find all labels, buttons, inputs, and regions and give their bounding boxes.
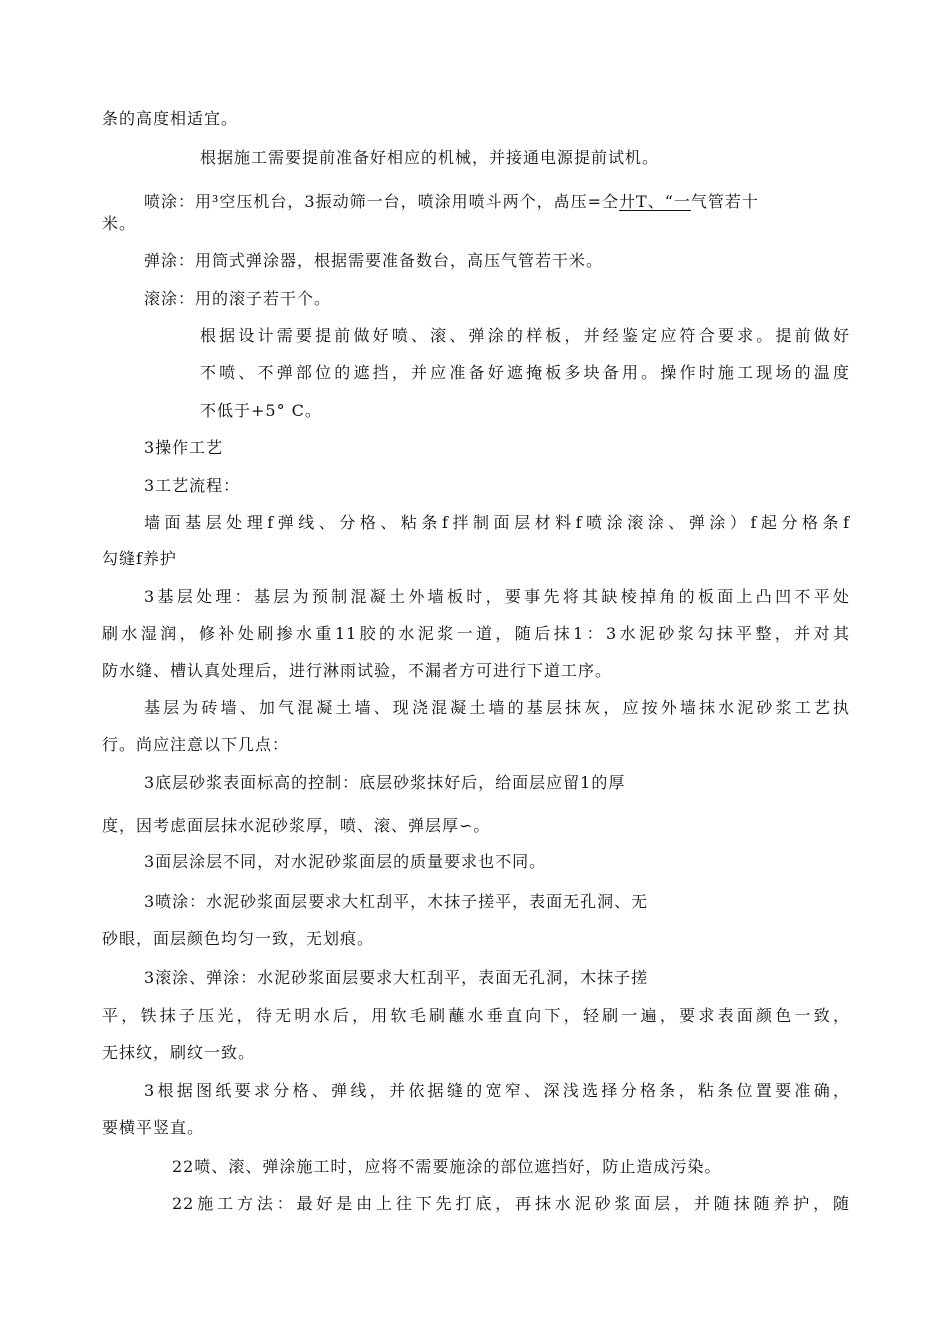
text-line-23: 平，铁抹子压光，待无明水后，用软毛刷蘸水垂直向下，轻刷一遍，要求表面颜色一致， [102, 1006, 850, 1025]
text-line-1: 条的高度相适宜。 [102, 109, 239, 128]
text-line-14: 防水缝、槽认真处理后，进行淋雨试验，不漏者方可进行下道工序。 [102, 661, 613, 680]
text-line-24: 无抹纹，刷纹一致。 [102, 1043, 256, 1062]
text-line-26: 要横平竖直。 [102, 1118, 205, 1137]
text-line-21: 砂眼，面层颜色均匀一致，无划痕。 [102, 929, 375, 948]
text-line-4: 米。 [102, 214, 137, 233]
text-line-27: 22喷、滚、弹涂施工时，应将不需要施涂的部位遮挡好，防止造成污染。 [172, 1157, 722, 1176]
text-line-22: 3滚涂、弹涂：水泥砂浆面层要求大杠刮平，表面无孔洞，木抹子搓 [144, 968, 649, 987]
text-line-6: 滚涂：用的滚子若干个。 [144, 289, 332, 308]
text-line-13: 刷水湿润，修补处刷掺水重11胶的水泥浆一道，随后抹1：3水泥砂浆勾抹平整，并对其 [102, 624, 850, 643]
text-line-8: 不喷、不弹部位的遮挡，并应准备好遮掩板多块备用。操作时施工现场的温度 [200, 363, 850, 382]
text-line-10: 墙面基层处理f弹线、分格、粘条f拌制面层材料f喷涂滚涂、弹涂）f起分格条f [144, 513, 850, 532]
text-line-9: 不低于+5° C。 [200, 401, 322, 420]
section-heading: 3操作工艺 [144, 438, 224, 457]
text-line-12: 3基层处理：基层为预制混凝土外墙板时，要事先将其缺棱掉角的板面上凸凹不平处 [144, 587, 850, 606]
text-line-11: 勾缝f养护 [102, 549, 177, 568]
text-line-20: 3喷涂：水泥砂浆面层要求大杠刮平，木抹子搓平，表面无孔洞、无 [144, 892, 649, 911]
text-line-28: 22施工方法：最好是由上往下先打底，再抹水泥砂浆面层，并随抹随养护，随 [172, 1194, 850, 1213]
text-line-19: 3面层涂层不同，对水泥砂浆面层的质量要求也不同。 [144, 852, 547, 871]
text-line-16: 行。尚应注意以下几点： [102, 735, 290, 754]
text-line-18: 度，因考虑面层抹水泥砂浆厚，喷、滚、弹层厚∽。 [102, 816, 491, 835]
text-line-25: 3根据图纸要求分格、弹线，并依据缝的宽窄、深浅选择分格条，粘条位置要准确， [144, 1081, 850, 1100]
text-line-15: 基层为砖墙、加气混凝土墙、现浇混凝土墙的基层抹灰，应按外墙抹水泥砂浆工艺执 [144, 698, 850, 717]
text-line-7: 根据设计需要提前做好喷、滚、弹涂的样板，并经鉴定应符合要求。提前做好 [200, 326, 850, 345]
text-line-2: 根据施工需要提前准备好相应的机械，并接通电源提前试机。 [200, 148, 660, 167]
text-line-17: 3底层砂浆表面标高的控制：底层砂浆抹好后，给面层应留1的厚 [144, 773, 626, 792]
underlined-text: 廾T、“一 [619, 192, 691, 211]
subsection-heading: 3工艺流程： [144, 476, 241, 495]
text-line-3 [144, 191, 759, 213]
text-segment: 喷涂：用³空压机台，3振动筛一台，喷涂用喷斗两个，卨压=仝 [144, 192, 620, 211]
text-segment: 气管若十 [690, 192, 759, 211]
text-line-5: 弹涂：用筒式弹涂器，根据需要准备数台，高压气管若干米。 [144, 251, 604, 270]
